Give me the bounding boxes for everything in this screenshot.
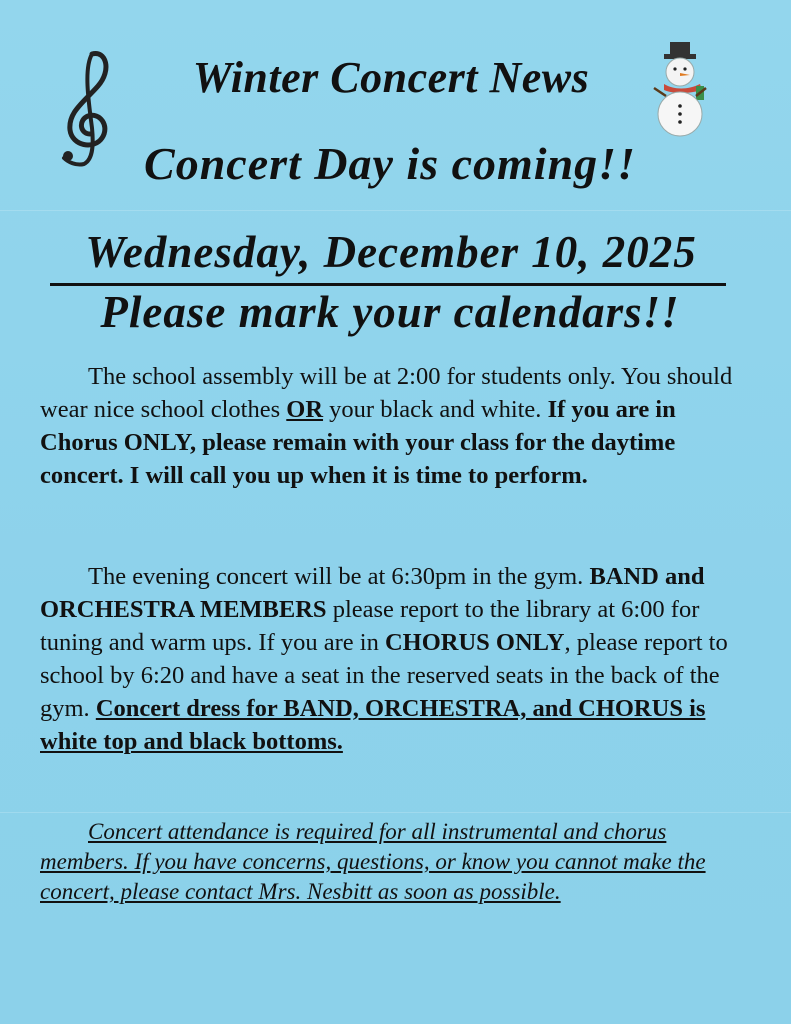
- assembly-text-cont: your black and white.: [323, 396, 548, 423]
- calendar-reminder: Please mark your calendars!!: [100, 287, 680, 337]
- chorus-instructions: If you are in Chorus ONLY, please remain with your class for the daytime concert. I will call you up when it is time to perform.: [40, 396, 676, 489]
- or-emphasis: OR: [286, 396, 324, 423]
- concert-date: Wednesday, December 10, 2025: [85, 227, 697, 277]
- assembly-paragraph: [40, 360, 740, 492]
- snowman-icon: [644, 38, 718, 142]
- evening-text-cont2: , please report to school by 6:20 and have a seat in the reserved seats in the back of the gym.: [40, 629, 728, 722]
- paper-texture-line: [0, 210, 791, 211]
- evening-text: The evening concert will be at 6:30pm in the gym.: [88, 563, 590, 590]
- attendance-paragraph: [40, 817, 730, 907]
- paper-texture-line: [0, 812, 791, 813]
- page-title: Winter Concert News: [192, 53, 590, 102]
- assembly-text: The school assembly will be at 2:00 for students only. You should wear nice school clothes: [40, 363, 733, 423]
- chorus-only-emphasis: CHORUS ONLY: [384, 629, 565, 656]
- treble-clef-icon: [54, 48, 124, 170]
- page-subtitle: Concert Day is coming!!: [144, 138, 636, 189]
- band-orchestra-emphasis: BAND and ORCHESTRA MEMBERS: [40, 563, 705, 623]
- attendance-text: Concert attendance is required for all instrumental and chorus members. If you have concerns, questions, or know you cannot make the concert, please contact Mrs. Nesbitt as soon as possible.: [40, 819, 706, 904]
- evening-text-cont: please report to the library at 6:00 for tuning and warm ups. If you are in: [40, 596, 700, 656]
- dress-code: Concert dress for BAND, ORCHESTRA, and CHORUS is white top and black bottoms.: [40, 695, 706, 755]
- evening-concert-paragraph: [40, 560, 740, 758]
